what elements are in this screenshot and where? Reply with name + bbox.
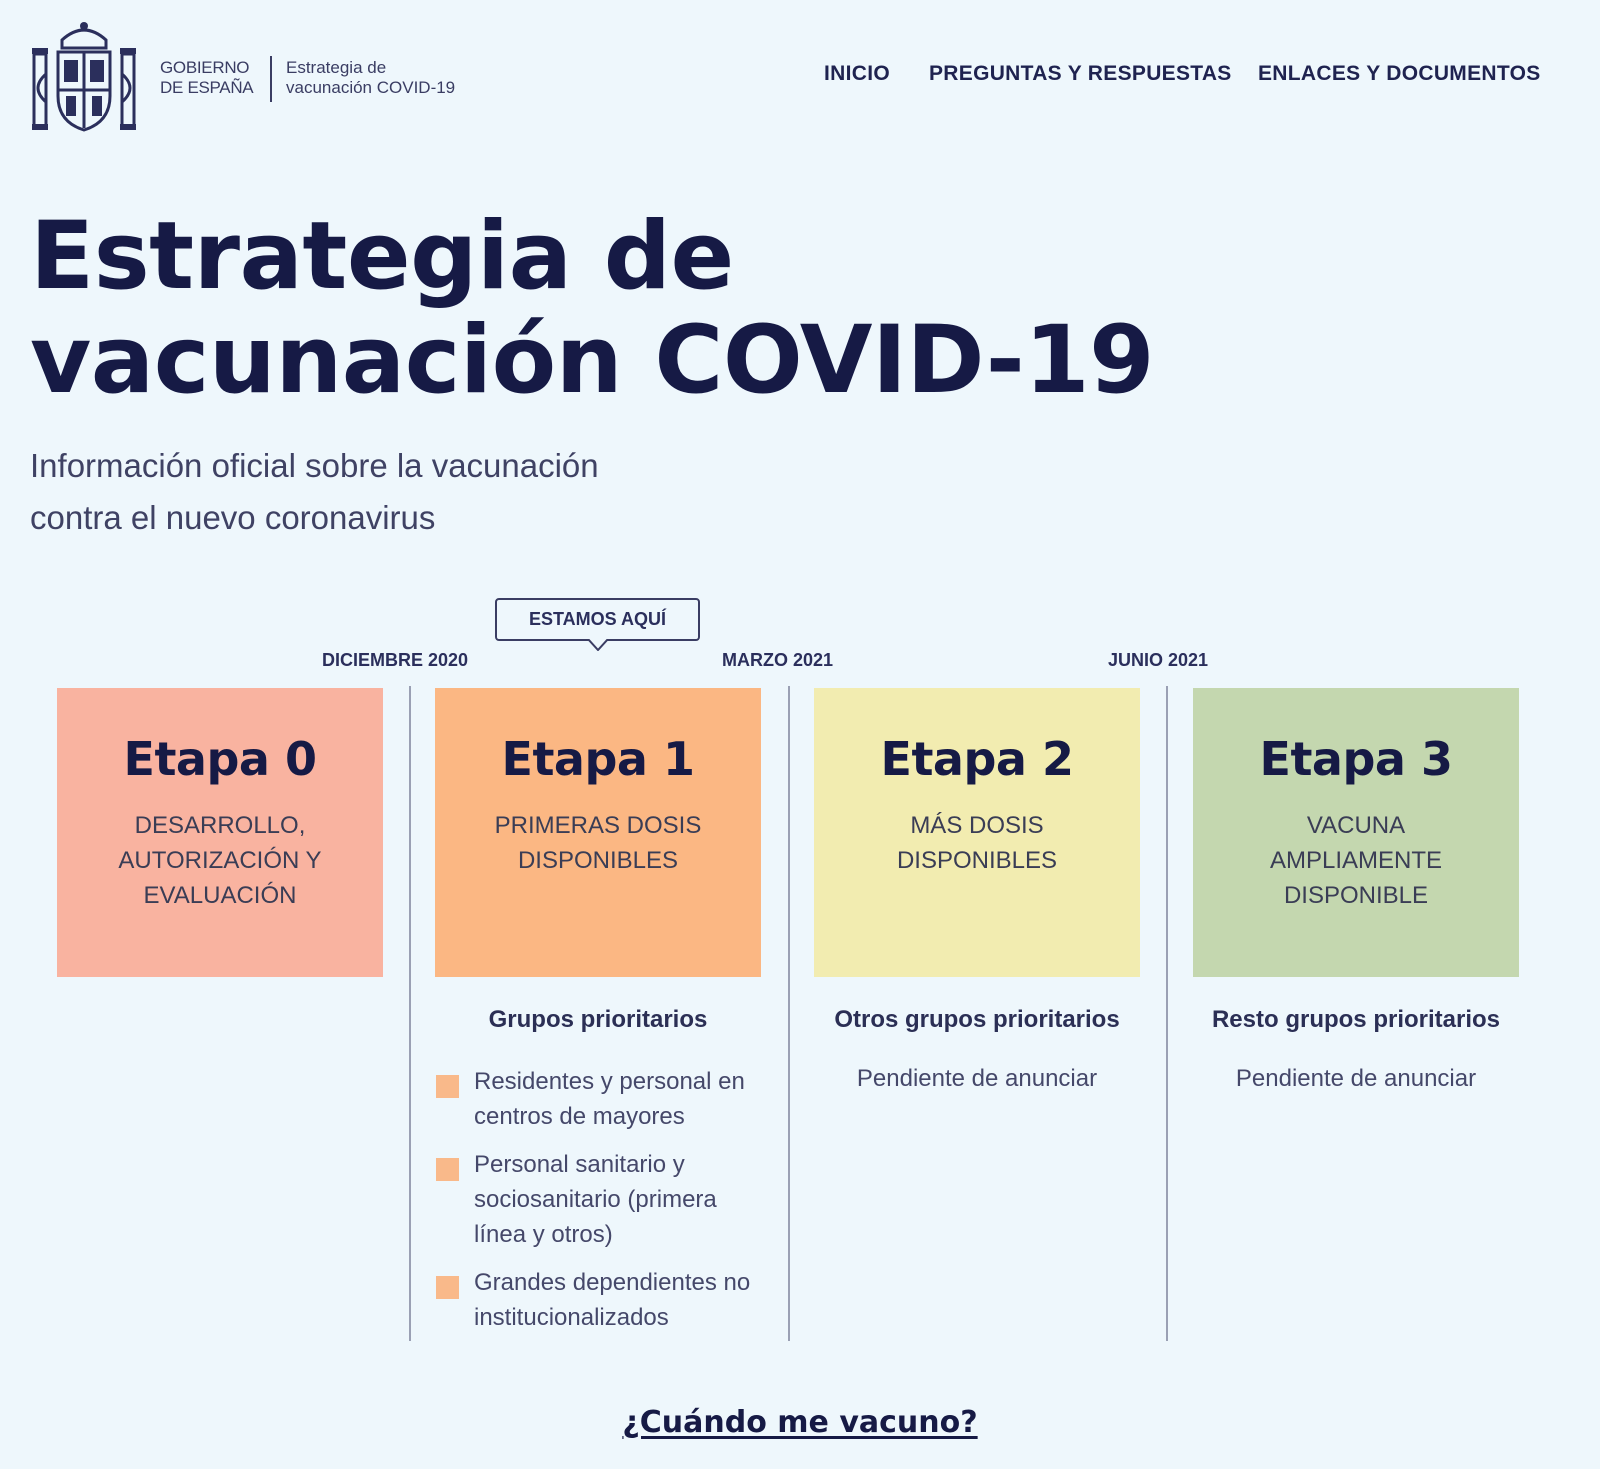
bullet-square-icon	[436, 1158, 459, 1181]
stage-description: VACUNA AMPLIAMENTE DISPONIBLE	[1269, 812, 1443, 909]
bullet-square-icon	[436, 1276, 459, 1299]
stage-2-groups-title: Otros grupos prioritarios	[834, 1006, 1120, 1033]
site-name-line-1: Estrategia de	[286, 58, 387, 77]
stage-1-groups-title: Grupos prioritarios	[488, 1006, 708, 1033]
page-title-line-1: Estrategia de	[30, 202, 734, 311]
group-label: Grandes dependientes no institucionalizados	[474, 1269, 751, 1331]
page-subtitle-line-2: contra el nuevo coronavirus	[30, 499, 436, 536]
stage-card-2	[814, 688, 1140, 977]
marker-pointer-icon	[588, 639, 608, 651]
stage-card-3	[1193, 688, 1519, 977]
timeline-divider	[1166, 686, 1168, 1341]
stage-card-1	[435, 688, 761, 977]
bullet-square-icon	[436, 1075, 459, 1098]
stage-2-pending: Pendiente de anunciar	[856, 1065, 1098, 1092]
main-nav	[0, 62, 1600, 88]
timeline-divider	[788, 686, 790, 1341]
page-subtitle	[30, 440, 599, 544]
stage-3-groups-title: Resto grupos prioritarios	[1211, 1006, 1501, 1033]
stage-title: Etapa 3	[1259, 732, 1453, 786]
stage-title: Etapa 0	[123, 732, 317, 786]
gov-line-2: DE ESPAÑA	[160, 78, 254, 97]
gov-line-1: GOBIERNO	[160, 58, 250, 77]
page-subtitle-line-1: Información oficial sobre la vacunación	[30, 447, 599, 484]
current-stage-marker: ESTAMOS AQUÍ	[495, 598, 700, 641]
stage-title: Etapa 2	[880, 732, 1074, 786]
stage-title: Etapa 1	[501, 732, 695, 786]
stage-description: DESARROLLO, AUTORIZACIÓN Y EVALUACIÓN	[118, 812, 322, 909]
nav-enlaces-documentos[interactable]: ENLACES Y DOCUMENTOS	[1258, 62, 1541, 85]
site-header	[0, 0, 1600, 150]
site-name-line-2: vacunación COVID-19	[286, 78, 456, 97]
list-item	[436, 1265, 756, 1335]
date-label-diciembre-2020: DICIEMBRE 2020	[322, 650, 469, 670]
when-vaccinated-link[interactable]: ¿Cuándo me vacuno?	[622, 1405, 978, 1440]
list-item	[436, 1064, 756, 1134]
group-label: Residentes y personal en centros de mayores	[474, 1068, 745, 1130]
group-label: Personal sanitario y sociosanitario (primera línea y otros)	[474, 1151, 717, 1248]
page-title	[30, 202, 1155, 415]
date-label-junio-2021: JUNIO 2021	[1108, 650, 1209, 670]
stage-3-pending: Pendiente de anunciar	[1235, 1065, 1477, 1092]
date-label-marzo-2021: MARZO 2021	[722, 650, 834, 670]
timeline-divider	[409, 686, 411, 1341]
cta-container	[0, 1405, 1600, 1440]
stage-description: MÁS DOSIS DISPONIBLES	[896, 812, 1058, 874]
stage-card-0	[57, 688, 383, 977]
stage-1-groups-list	[436, 1064, 756, 1348]
list-item	[436, 1147, 756, 1252]
nav-inicio[interactable]: INICIO	[824, 62, 890, 85]
stage-description: PRIMERAS DOSIS DISPONIBLES	[494, 812, 702, 874]
nav-preguntas-respuestas[interactable]: PREGUNTAS Y RESPUESTAS	[929, 62, 1232, 85]
page-title-line-2: vacunación COVID-19	[30, 306, 1155, 415]
